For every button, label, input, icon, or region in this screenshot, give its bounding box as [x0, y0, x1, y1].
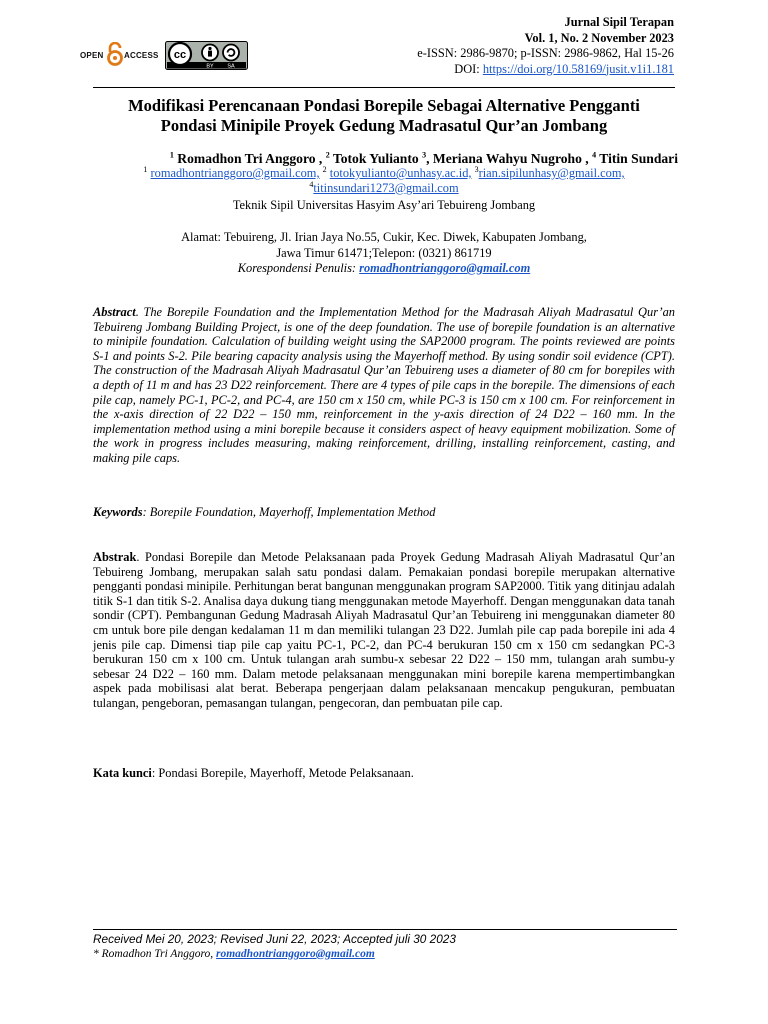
abstract-indonesian	[93, 550, 675, 711]
keywords-english-label: Keywords	[93, 505, 143, 519]
footer-corr-prefix: * Romadhon Tri Anggoro,	[93, 948, 217, 960]
svg-text:cc: cc	[173, 49, 187, 61]
author-emails	[90, 166, 678, 195]
keywords-indonesian-text: : Pondasi Borepile, Mayerhoff, Metode Pelaksanaan.	[151, 766, 414, 780]
journal-doi	[314, 62, 674, 78]
author-4: Titin Sundari	[596, 151, 678, 166]
journal-issn: e-ISSN: 2986-9870; p-ISSN: 2986-9862, Hal 15-26	[417, 46, 674, 60]
address-block	[90, 230, 678, 277]
keywords-english	[93, 505, 675, 520]
title-line-1: Modifikasi Perencanaan Pondasi Borepile Sebagai Alternative Pengganti	[128, 96, 640, 115]
received-dates: Received Mei 20, 2023; Revised Juni 22, 2023; Accepted juli 30 2023	[93, 932, 456, 946]
affiliation: Teknik Sipil Universitas Hasyim Asy’ari Tebuireng Jombang	[232, 198, 536, 212]
paper-title	[60, 96, 708, 136]
author-1-index: 1	[169, 150, 174, 160]
author-4-index: 4	[592, 150, 597, 160]
author-1: Romadhon Tri Anggoro ,	[173, 151, 323, 166]
email-1-link[interactable]: romadhontrianggoro@gmail.com,	[150, 166, 320, 180]
doi-link[interactable]: https://doi.org/10.58169/jusit.v1i1.181	[482, 61, 674, 76]
author-3-index: 3	[422, 150, 427, 160]
abstract-indonesian-label: Abstrak	[93, 550, 137, 564]
address-line-1: Alamat: Tebuireng, Jl. Irian Jaya No.55, Cukir, Kec. Diwek, Kabupaten Jombang,	[181, 230, 587, 244]
footer-corr-email-link[interactable]: romadhontrianggoro@gmail.com	[216, 948, 375, 960]
address-line-2: Jawa Timur 61471;Telepon: (0321) 861719	[276, 245, 492, 260]
cc-sa-label: SA	[227, 63, 235, 70]
abstract-english-text: . The Borepile Foundation and the Implementation Method for the Madrasah Aliyah Madrasatul Qur’an Tebuireng Jombang Building Project, is one of the deep foundation. The use of borepile foundation is an alternative to minipile foundation. Calculation of building weight using the SAP2000 program. The points reviewed are points S-1 and points S-2. Pile bearing capacity analysis using the Mayerhoff method. By using sondir soil evidence (CPT). The construction of the Madrasah Aliyah Madrasatul Qur’an Tebuireng uses a diameter of 80 cm for borepiles with a depth of 11 m and has 23 D22 reinforcement. There are 4 types of pile caps in the borepile. The dimensions of each pile cap, namely PC-1, PC-2, and PC-4, are 150 cm x 150 cm, while PC-3 is 150 cm x 100 cm. For reinforcement in the x-axis direction of 22 D22 – 150 mm, reinforcement in the y-axis direction of 24 D22 – 160 mm. In the implementation method using a mini borepile because it considers aspect of heavy equipment mobilization. Some of the work in progress includes measuring, making reinforcement, drilling, installing reinforcement, casting, and making pile caps.	[93, 305, 675, 465]
correspondence-email-link[interactable]: romadhontrianggoro@gmail.com	[359, 261, 531, 275]
journal-name: Jurnal Sipil Terapan	[564, 15, 674, 29]
footer-rule	[93, 929, 677, 930]
author-3: , Meriana Wahyu Nugroho ,	[426, 151, 589, 166]
email-3-link[interactable]: rian.sipilunhasy@gmail.com,	[478, 166, 625, 180]
email-2-index: 2	[322, 164, 327, 174]
abstract-indonesian-text: . Pondasi Borepile dan Metode Pelaksanaan pada Proyek Gedung Madrasah Aliyah Madrasatul Qur’an Tebuireng Jombang, merupakan salah satu pondasi dalam. Pemakaian pondasi borepile merupakan alternative pengganti pondasi minipile. Perhitungan berat bangunan menggunakan program SAP2000. Titik yang ditinjau adalah titik S-1 dan titik S-2. Analisa daya dukung tiang menggunakan metode Mayerhoff. Dengan menggunakan data tanah sondir (CPT). Pembangunan Gedung Madrasah Aliyah Madrasatul Qur’an Tebuireng ini menggunakan diameter 80 cm untuk bore pile dengan kedalaman 11 m dan memiliki tulangan 23 D22. Jumlah pile cap pada borepile ini ada 4 jenis pile cap. Dimensi tiap pile cap yaitu PC-1, PC-2, dan PC-4 berukuran 150 cm x 150 cm sedangkan PC-3 berukuran 150 cm x 100 cm. Untuk tulangan arah sumbu-x sebesar 22 D22 – 150 mm, tulangan arah sumbu-y sebesar 24 D22 – 160 mm. Dalam metode pelaksanaan menggunakan mini borepile karena mempertimbangkan aspek pada mobilisasi alat berat. Beberapa pengerjaan dalam pelaksanaan mencakup pengukuran, pembuatan tulangan, pengeboran, pemasangan tulangan, pengecoran, dan pembuatan pile cap.	[93, 550, 675, 710]
open-access-logo	[80, 40, 250, 70]
author-2-index: 2	[325, 150, 330, 160]
title-line-2: Pondasi Minipile Proyek Gedung Madrasatul Qur’an Jombang	[160, 116, 608, 135]
cc-by-sa-license-icon	[165, 41, 248, 70]
email-4-link[interactable]: titinsundari1273@gmail.com	[313, 180, 459, 195]
keywords-indonesian	[93, 766, 675, 781]
header-rule	[93, 87, 675, 88]
keywords-english-text: : Borepile Foundation, Mayerhoff, Implementation Method	[142, 505, 436, 519]
correspondence	[90, 261, 678, 277]
author-2: Totok Yulianto	[329, 151, 423, 166]
author-list	[60, 150, 678, 167]
footer-correspondence	[93, 947, 675, 962]
open-access-text-access: ACCESS	[124, 51, 159, 60]
journal-volume: Vol. 1, No. 2 November 2023	[524, 30, 674, 45]
email-3-index: 3	[474, 164, 479, 174]
doi-label: DOI:	[454, 61, 483, 76]
keywords-indonesian-label: Kata kunci	[93, 766, 152, 780]
email-4-index: 4	[309, 179, 314, 189]
cc-by-label: BY	[206, 63, 214, 70]
abstract-english-label: Abstract	[93, 305, 136, 319]
email-1-index: 1	[143, 164, 148, 174]
open-access-text-open: OPEN	[80, 51, 104, 60]
abstract-english	[93, 305, 675, 466]
footer	[93, 932, 675, 962]
email-2-link[interactable]: totokyulianto@unhasy.ac.id,	[329, 166, 472, 180]
journal-info	[314, 15, 674, 77]
correspondence-label: Korespondensi Penulis:	[237, 261, 360, 275]
open-access-lock-icon	[106, 42, 124, 66]
